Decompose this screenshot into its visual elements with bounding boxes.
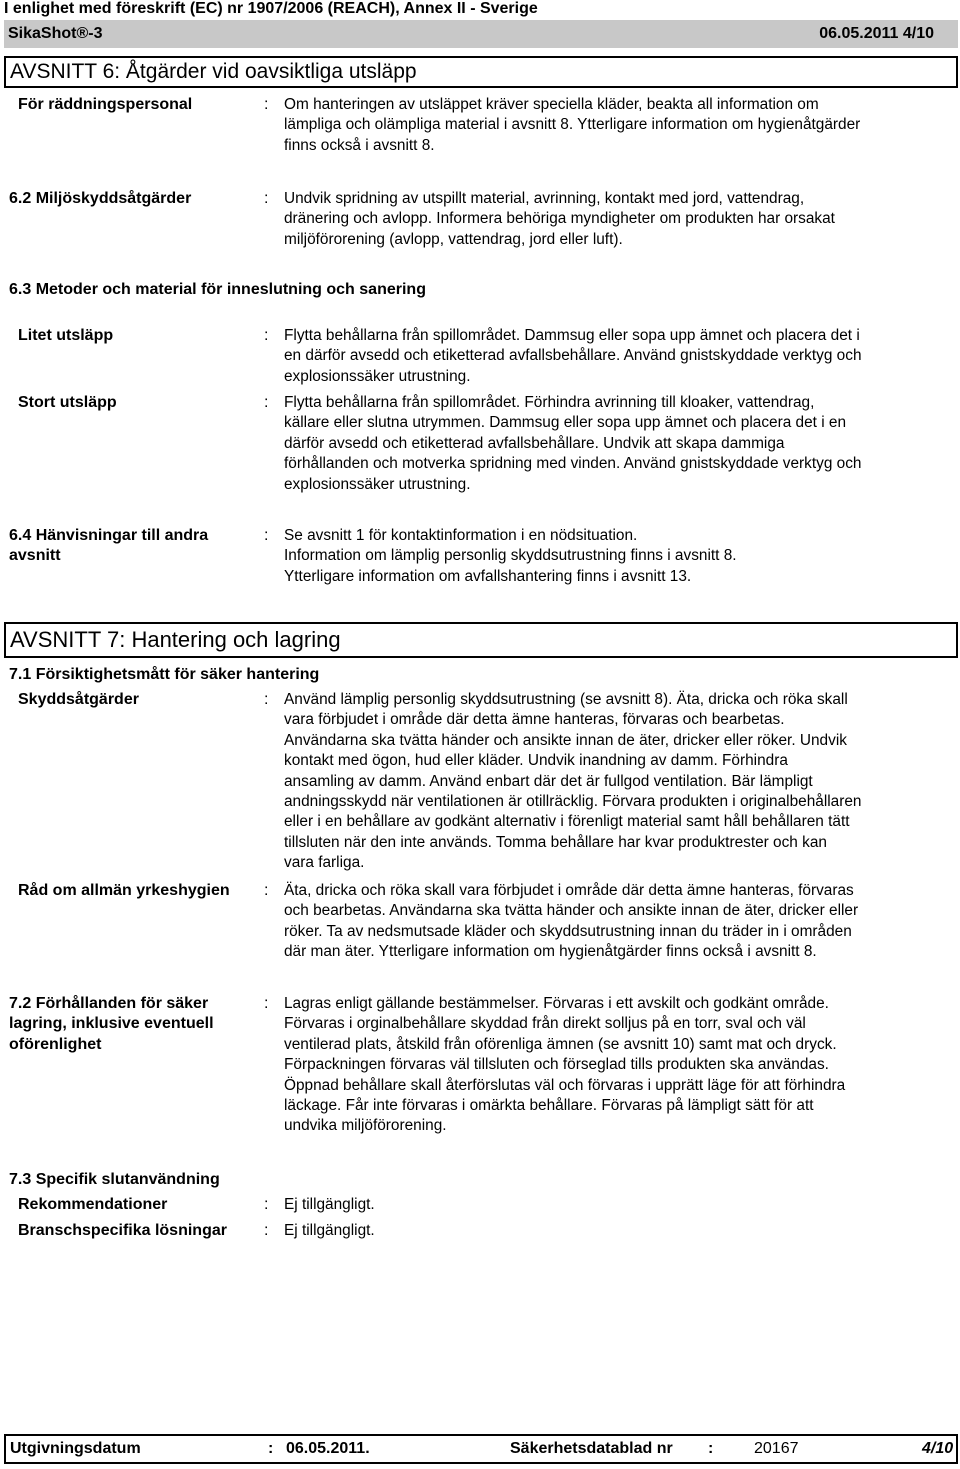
- large-spill-label: Stort utsläpp: [18, 394, 117, 411]
- text-line: där man äter. Ytterligare information om hygienåtgärder finns också i avsnitt 8.: [284, 943, 817, 961]
- text-line: vara förbjudet i område där detta ämne hanteras, förvaras och bearbetas.: [284, 711, 785, 729]
- text-line: Ytterligare information om avfallshantering finns i avsnitt 13.: [284, 567, 692, 585]
- text-line: Flytta behållarna från spillområdet. Dammsug eller sopa upp ämnet och placera det i: [284, 327, 860, 344]
- date-page: 06.05.2011 4/10: [819, 25, 934, 42]
- large-spill-text: [284, 393, 862, 495]
- text-line: förhållanden och motverka spridning med vinden. Använd gnistskyddade verktyg och: [284, 455, 862, 473]
- label-line: oförenlighet: [9, 1035, 102, 1053]
- text-line: miljöförorening (avlopp, vattendrag, jord eller luft).: [284, 230, 623, 248]
- recommendations-label: Rekommendationer: [18, 1196, 168, 1213]
- text-line: och bearbetas. Användarna ska tvätta händer och ansikte innan de äter, dricker eller: [284, 902, 859, 920]
- refs-label: [9, 526, 208, 567]
- page-number: 4/10: [922, 1440, 954, 1457]
- text-line: kontakt med ögon, hud eller kläder. Undvik inandning av damm. Förhindra: [284, 752, 788, 770]
- text-line: Information om lämplig personlig skyddsutrustning finns i avsnitt 8.: [284, 547, 737, 565]
- text-line: Förvaras i orginalbehållare skyddad från direkt solljus på en torr, sval och väl: [284, 1015, 806, 1033]
- label-line: 7.2 Förhållanden för säker: [9, 995, 209, 1012]
- text-line: röker. Ta av nedsmutsade kläder och skyddsutrustning innan du träder in i områden: [284, 922, 852, 940]
- industry-label: Branschspecifika lösningar: [18, 1222, 227, 1239]
- label-line: 6.4 Hänvisningar till andra: [9, 527, 209, 544]
- text-line: Se avsnitt 1 för kontaktinformation i en nödsituation.: [284, 527, 638, 544]
- issue-date-label: Utgivningsdatum: [10, 1440, 141, 1457]
- text-line: därför avsedd och etiketterad avfallsbehållare. Undvik att skapa dammiga: [284, 434, 785, 452]
- colon: :: [264, 527, 269, 544]
- text-line: ansamling av damm. Använd enbart där det är fullgod ventilation. Bär lämpligt: [284, 772, 813, 790]
- text-line: en därför avsedd och etiketterad avfallsbehållare. Använd gnistskyddade verktyg och: [284, 347, 862, 365]
- colon: :: [264, 1222, 269, 1239]
- text-line: läckage. Får inte förvaras i omärkta behållare. Förvaras på lämpligt sätt för att: [284, 1097, 814, 1115]
- sds-number-label: Säkerhetsdatablad nr: [510, 1440, 673, 1457]
- text-line: dränering och avlopp. Informera behöriga myndigheter om produkten har orsakat: [284, 210, 835, 228]
- protective-text: [284, 690, 861, 874]
- colon: :: [264, 96, 269, 113]
- text-line: finns också i avsnitt 8.: [284, 136, 435, 154]
- section-7-heading: AVSNITT 7: Hantering och lagring: [4, 622, 958, 658]
- regulation-title: I enlighet med föreskrift (EC) nr 1907/2006 (REACH), Annex II - Sverige: [4, 0, 538, 17]
- colon: :: [264, 1196, 269, 1213]
- label-line: avsnitt: [9, 547, 61, 565]
- hygiene-label: Råd om allmän yrkeshygien: [18, 882, 230, 899]
- storage-text: [284, 994, 845, 1137]
- text-line: Äta, dricka och röka skall vara förbjudet i område där detta ämne hanteras, förvaras: [284, 882, 854, 899]
- env-label: 6.2 Miljöskyddsåtgärder: [9, 190, 192, 207]
- colon: :: [264, 394, 269, 411]
- hygiene-text: [284, 881, 858, 963]
- storage-label: [9, 994, 214, 1055]
- colon: :: [264, 995, 269, 1012]
- recommendations-value: Ej tillgängligt.: [284, 1196, 375, 1213]
- text-line: undvika miljöförorening.: [284, 1117, 447, 1135]
- text-line: vara farliga.: [284, 854, 365, 872]
- small-spill-label: Litet utsläpp: [18, 327, 114, 344]
- rescue-label: För räddningspersonal: [18, 96, 193, 113]
- text-line: ventilerad plats, åtskild från oförenliga ämnen (se avsnitt 10) samt mat och dryck.: [284, 1035, 837, 1053]
- sds-number: 20167: [754, 1440, 799, 1457]
- text-line: Öppnad behållare skall återförslutas väl och förvaras i upprätt läge för att förhindra: [284, 1076, 846, 1094]
- text-line: Lagras enligt gällande bestämmelser. Förvaras i ett avskilt och godkänt område.: [284, 995, 829, 1012]
- text-line: Använd lämplig personlig skyddsutrustning (se avsnitt 8). Äta, dricka och röka skall: [284, 691, 848, 708]
- rescue-text: [284, 95, 860, 156]
- text-line: källare eller slutna utrymmen. Dammsug eller sopa upp ämnet och placera det i en: [284, 414, 847, 432]
- text-line: explosionssäker utrustning.: [284, 367, 471, 385]
- colon: :: [264, 327, 269, 344]
- text-line: Om hanteringen av utsläppet kräver speciella kläder, beakta all information om: [284, 96, 819, 113]
- text-line: lämpliga och olämpliga material i avsnitt 8. Ytterligare information om hygienåtgärder: [284, 116, 861, 134]
- text-line: andningsskydd när ventilationen är otillräcklig. Förvara produkten i originalbehållaren: [284, 793, 862, 811]
- methods-heading: 6.3 Metoder och material för inneslutning och sanering: [9, 281, 426, 298]
- footer: [4, 1434, 958, 1464]
- precautions-heading: 7.1 Försiktighetsmått för säker hantering: [9, 666, 320, 683]
- refs-text: [284, 526, 737, 587]
- footer-colon: :: [268, 1440, 274, 1457]
- text-line: explosionssäker utrustning.: [284, 475, 471, 493]
- text-line: Förpackningen förvaras väl tillsluten och förseglad tills produkten ska användas.: [284, 1056, 829, 1074]
- text-line: Användarna ska tvätta händer och ansikte innan de äter, dricker eller röker. Undvik: [284, 731, 847, 749]
- footer-colon: :: [708, 1440, 714, 1457]
- product-name: SikaShot®-3: [8, 25, 103, 42]
- protective-label: Skyddsåtgärder: [18, 691, 139, 708]
- issue-date: 06.05.2011.: [286, 1440, 370, 1457]
- text-line: Undvik spridning av utspillt material, avrinning, kontakt med jord, vattendrag,: [284, 190, 805, 207]
- colon: :: [264, 190, 269, 207]
- text-line: tillsluten när den inte används. Tomma behållare har kvar produktrester och kan: [284, 833, 827, 851]
- small-spill-text: [284, 326, 862, 387]
- section-6-heading: AVSNITT 6: Åtgärder vid oavsiktliga utsläpp: [4, 56, 958, 88]
- env-text: [284, 189, 835, 250]
- enduse-heading: 7.3 Specifik slutanvändning: [9, 1171, 220, 1188]
- industry-value: Ej tillgängligt.: [284, 1222, 375, 1239]
- label-line: lagring, inklusive eventuell: [9, 1015, 214, 1033]
- text-line: Flytta behållarna från spillområdet. Förhindra avrinning till kloaker, vattendrag,: [284, 394, 815, 411]
- text-line: eller i en behållare av godkänt alternativ i förenligt material samt håll behållaren tätt: [284, 813, 850, 831]
- colon: :: [264, 882, 269, 899]
- product-bar: [4, 20, 958, 48]
- colon: :: [264, 691, 269, 708]
